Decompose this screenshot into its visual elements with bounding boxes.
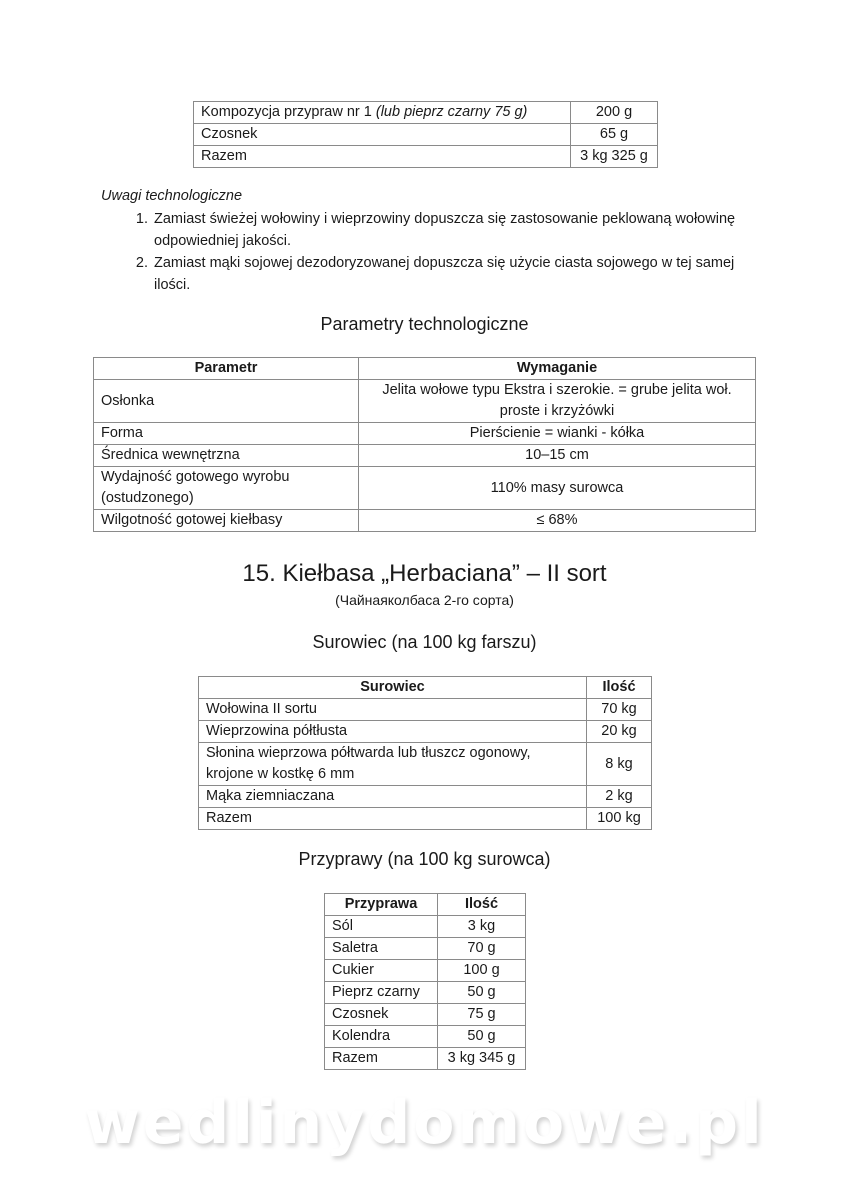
column-header: Surowiec bbox=[199, 677, 587, 699]
params-heading: Parametry technologiczne bbox=[320, 314, 529, 334]
table-row bbox=[194, 124, 658, 146]
cell: 10–15 cm bbox=[359, 445, 756, 467]
recipe-subtitle: (Чайнаяколбаса 2-го сорта) bbox=[335, 592, 514, 608]
cell: Kompozycja przypraw nr 1 bbox=[201, 104, 376, 120]
table-row bbox=[325, 960, 526, 982]
table-header-row bbox=[94, 358, 756, 380]
recipe-title: 15. Kiełbasa „Herbaciana” – II sort bbox=[242, 560, 607, 587]
cell: 3 kg 345 g bbox=[438, 1048, 526, 1070]
cell: Saletra bbox=[325, 938, 438, 960]
cell: ≤ 68% bbox=[359, 510, 756, 532]
table-row bbox=[199, 721, 652, 743]
cell: 50 g bbox=[438, 982, 526, 1004]
cell: Cukier bbox=[325, 960, 438, 982]
table-row bbox=[94, 380, 756, 423]
notes-title: Uwagi technologiczne bbox=[101, 188, 243, 204]
spices-table bbox=[324, 893, 526, 1070]
table-row bbox=[199, 808, 652, 830]
cell: Pieprz czarny bbox=[325, 982, 438, 1004]
cell: Osłonka bbox=[94, 380, 359, 423]
table-row bbox=[199, 786, 652, 808]
cell: Średnica wewnętrzna bbox=[94, 445, 359, 467]
table-row bbox=[194, 146, 658, 168]
table-row bbox=[325, 916, 526, 938]
cell: Wołowina II sortu bbox=[199, 699, 587, 721]
watermark: wedlinydomowe.pl bbox=[84, 1088, 765, 1158]
table-row bbox=[325, 938, 526, 960]
table-row bbox=[94, 445, 756, 467]
cell: 3 kg bbox=[438, 916, 526, 938]
column-header: Wymaganie bbox=[359, 358, 756, 380]
spices-heading: Przyprawy (na 100 kg surowca) bbox=[298, 849, 551, 869]
table-row bbox=[325, 982, 526, 1004]
column-header: Ilość bbox=[587, 677, 652, 699]
raw-heading: Surowiec (na 100 kg farszu) bbox=[312, 632, 537, 652]
column-header: Parametr bbox=[94, 358, 359, 380]
spice-continuation-table bbox=[193, 101, 658, 168]
cell: 50 g bbox=[438, 1026, 526, 1048]
cell: Słonina wieprzowa półtwarda lub tłuszcz ogonowy, krojone w kostkę 6 mm bbox=[199, 743, 587, 786]
cell: Forma bbox=[94, 423, 359, 445]
cell: Wieprzowina półtłusta bbox=[199, 721, 587, 743]
list-item: 1. Zamiast świeżej wołowiny i wieprzowiny dopuszcza się zastosowanie peklowaną wołowinę odpowiedniej jakości. bbox=[152, 208, 756, 252]
cell: Mąka ziemniaczana bbox=[199, 786, 587, 808]
table-row bbox=[325, 1048, 526, 1070]
cell: 70 kg bbox=[587, 699, 652, 721]
table-header-row bbox=[325, 894, 526, 916]
raw-table bbox=[198, 676, 652, 830]
column-header: Przyprawa bbox=[325, 894, 438, 916]
cell: Wydajność gotowego wyrobu (ostudzonego) bbox=[94, 467, 359, 510]
list-item: 2. Zamiast mąki sojowej dezodoryzowanej dopuszcza się użycie ciasta sojowego w tej samej ilości. bbox=[152, 252, 756, 296]
column-header: Ilość bbox=[438, 894, 526, 916]
cell: Razem bbox=[325, 1048, 438, 1070]
cell: 70 g bbox=[438, 938, 526, 960]
cell: Pierścienie = wianki - kółka bbox=[359, 423, 756, 445]
cell: Razem bbox=[194, 146, 571, 168]
cell: Kolendra bbox=[325, 1026, 438, 1048]
table-row bbox=[94, 510, 756, 532]
cell: 75 g bbox=[438, 1004, 526, 1026]
params-table bbox=[93, 357, 756, 532]
cell: Razem bbox=[199, 808, 587, 830]
cell: 110% masy surowca bbox=[359, 467, 756, 510]
table-row bbox=[199, 743, 652, 786]
cell-note: (lub pieprz czarny 75 g) bbox=[375, 104, 528, 120]
cell: Czosnek bbox=[194, 124, 571, 146]
cell: 200 g bbox=[571, 102, 658, 124]
cell: Jelita wołowe typu Ekstra i szerokie. = grube jelita woł. proste i krzyżówki bbox=[359, 380, 756, 423]
cell: 2 kg bbox=[587, 786, 652, 808]
table-row bbox=[94, 423, 756, 445]
table-row bbox=[325, 1026, 526, 1048]
table-row bbox=[325, 1004, 526, 1026]
cell: Wilgotność gotowej kiełbasy bbox=[94, 510, 359, 532]
table-row bbox=[94, 467, 756, 510]
cell: 8 kg bbox=[587, 743, 652, 786]
cell: 20 kg bbox=[587, 721, 652, 743]
table-header-row bbox=[199, 677, 652, 699]
cell: Sól bbox=[325, 916, 438, 938]
table-row bbox=[199, 699, 652, 721]
cell: 100 kg bbox=[587, 808, 652, 830]
cell: Czosnek bbox=[325, 1004, 438, 1026]
cell: 3 kg 325 g bbox=[571, 146, 658, 168]
notes-list bbox=[116, 208, 756, 296]
table-row bbox=[194, 102, 658, 124]
cell: 65 g bbox=[571, 124, 658, 146]
cell: 100 g bbox=[438, 960, 526, 982]
